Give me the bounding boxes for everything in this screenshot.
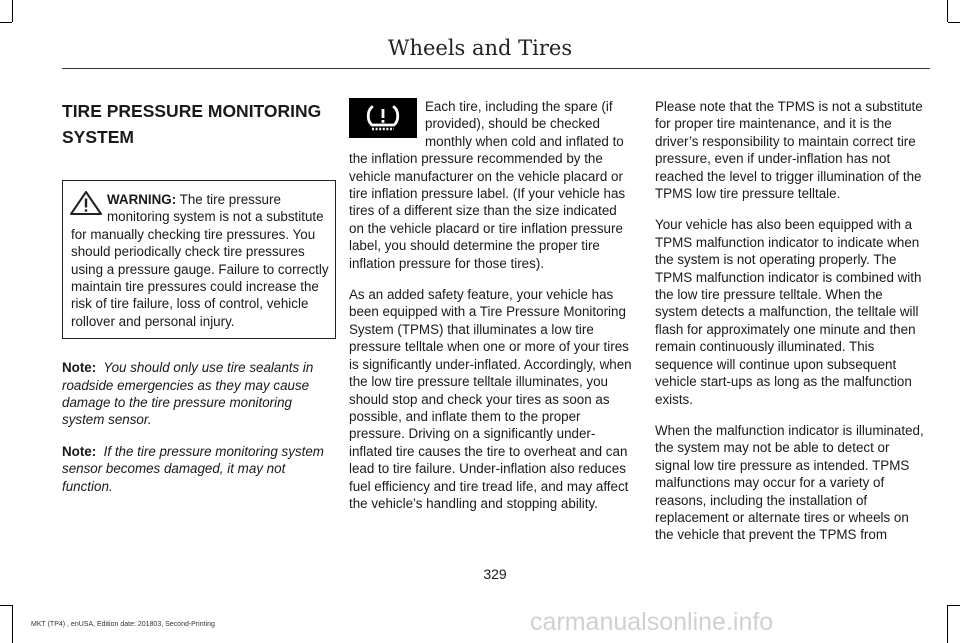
tpms-telltale-icon <box>349 98 417 138</box>
column-3 <box>655 98 927 558</box>
note-label: Note: <box>62 443 97 459</box>
edition-footer: MKT (TP4) , enUSA, Edition date: 201803, Second-Printing <box>31 621 215 628</box>
body-paragraph: Your vehicle has also been equipped with a TPMS malfunction indicator to indicate when the system is not operating properly. The TPMS malfunction indicator is combined with the low tire pressure telltale. When the system detects a malfunction, the telltale will flash for approximately one minute and then remain continuously illuminated. This sequence will continue upon subsequent vehicle start-ups as long as the malfunction exists. <box>655 217 922 407</box>
crop-mark <box>947 605 948 643</box>
crop-mark <box>12 605 13 643</box>
warning-triangle-icon <box>69 191 103 215</box>
page-number: 329 <box>483 566 507 582</box>
body-text: Each tire, including the spare (if provided), should be checked monthly when cold and inflated to the inflation pressure recommended by the vehicle manufacturer on the vehicle placard or tire inflation pressure label. (If your vehicle has tires of a different size than the size indicated on the vehicle placard or tire inflation pressure label, you should determine the proper tire inflation pressure for those tires). <box>349 99 626 271</box>
crop-mark <box>948 605 960 606</box>
warning-box <box>62 180 336 339</box>
crop-mark <box>948 22 960 23</box>
section-heading-line-2: SYSTEM <box>62 127 134 147</box>
header-divider <box>62 68 930 69</box>
section-heading-line-1: TIRE PRESSURE MONITORING <box>62 101 322 121</box>
warning-text: The tire pressure monitoring system is not a substitute for manually checking tire pressures. You should periodically check tire pressures using a pressure gauge. Failure to correctly maintain tire pressures could increase the risk of tire failure, loss of control, vehicle rollover and personal injury. <box>71 192 329 329</box>
note-label: Note: <box>62 360 97 376</box>
crop-mark <box>947 0 948 22</box>
note-text: If the tire pressure monitoring system sensor becomes damaged, it may not function. <box>62 443 324 494</box>
crop-mark <box>12 0 13 22</box>
column-1 <box>62 98 336 509</box>
body-paragraph: As an added safety feature, your vehicle has been equipped with a Tire Pressure Monitoring System (TPMS) that illuminates a low tire pressure telltale when one or more of your tires is significantly under-inflated. Accordingly, when the low tire pressure telltale illuminates, you should stop and check your tires as soon as possible, and inflate them to the proper pressure. Driving on a significantly under-inflated tire causes the tire to overheat and can lead to tire failure. Under-inflation also reduces fuel efficiency and tire tread life, and may affect the vehicle’s handling and stopping ability. <box>349 287 632 511</box>
body-paragraph <box>349 98 632 272</box>
note-paragraph <box>62 443 336 495</box>
page-header-title: Wheels and Tires <box>387 36 573 60</box>
section-heading <box>62 98 336 150</box>
warning-label: WARNING: <box>107 192 177 207</box>
note-paragraph <box>62 359 336 429</box>
crop-mark <box>0 22 12 23</box>
watermark: carmanualsonline.info <box>530 608 774 636</box>
body-paragraph: Please note that the TPMS is not a substitute for proper tire maintenance, and it is the driver’s responsibility to maintain correct tire pressure, even if under-inflation has not reached the level to trigger illumination of the TPMS low tire pressure telltale. <box>655 99 923 202</box>
note-text: You should only use tire sealants in roadside emergencies as they may cause damage to the tire pressure monitoring system sensor. <box>62 360 314 428</box>
crop-mark <box>0 605 12 606</box>
body-paragraph: When the malfunction indicator is illuminated, the system may not be able to detect or signal low tire pressure as intended. TPMS malfunctions may occur for a variety of reasons, including the installation of replacement or alternate tires or wheels on the vehicle that prevent the TPMS from <box>655 422 924 543</box>
column-2 <box>349 98 632 526</box>
